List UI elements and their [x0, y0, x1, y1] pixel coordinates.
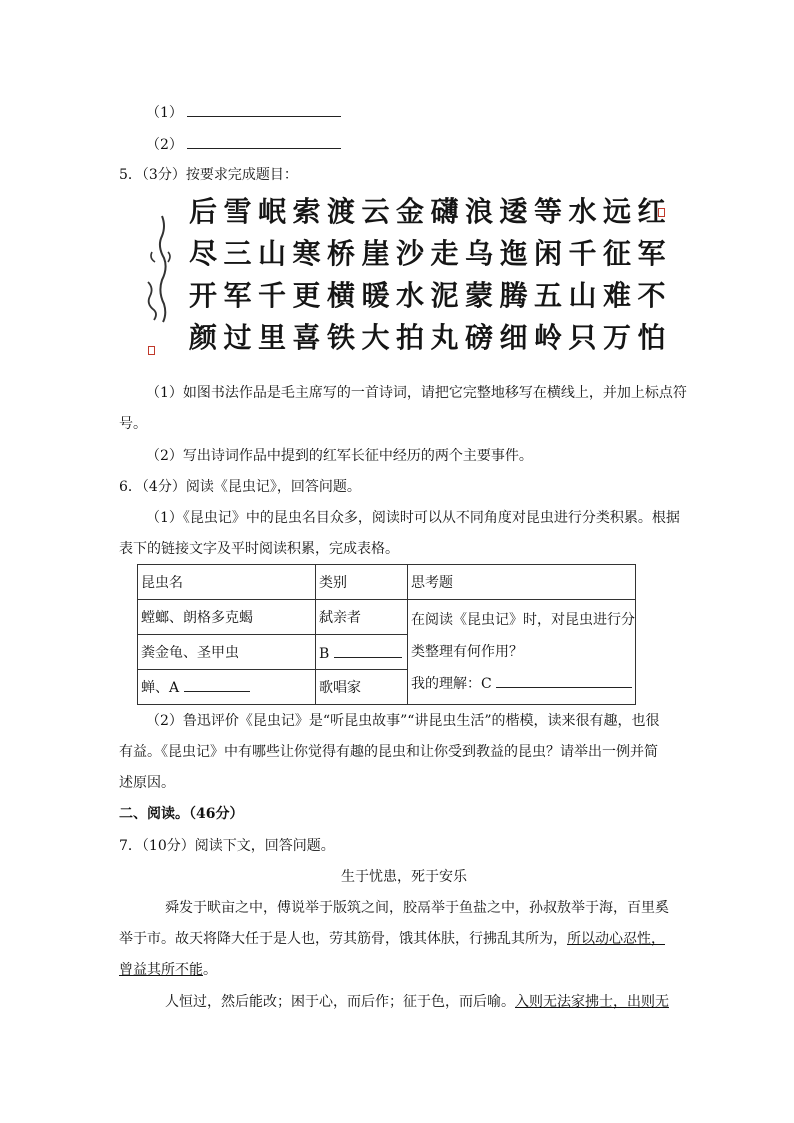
calligraphy-char: 不	[637, 279, 666, 312]
calligraphy-char: 山	[257, 237, 286, 270]
passage-p1-l2-text: 举于市。故天将降大任于是人也，劳其筋骨，饿其体肤，行拂乱其所为，	[119, 931, 567, 947]
calligraphy-char: 征	[602, 237, 631, 270]
calligraphy-char: 颜	[188, 321, 217, 354]
answer-blank-a[interactable]	[184, 677, 250, 692]
calligraphy-char: 红	[637, 195, 666, 228]
calligraphy-char: 泥	[430, 279, 459, 312]
q5-sub1: （1）如图书法作品是毛主席写的一首诗词，请把它完整地移写在横线上，并加上标点符	[146, 385, 687, 401]
answer-blank-b[interactable]	[334, 643, 402, 658]
seal-mark-left	[148, 346, 155, 355]
underlined-phrase-1-cont: 曾益其所不能	[119, 962, 203, 978]
underlined-phrase-1: 所以动心忍性，	[567, 931, 665, 947]
thinking-answer-label: 我的理解：C	[411, 676, 492, 692]
header-insect-name: 昆虫名	[138, 565, 316, 600]
thinking-line-1: 在阅读《昆虫记》时，对昆虫进行分	[411, 612, 635, 628]
row1-insect: 螳螂、朗格多克蝎	[138, 600, 316, 635]
calligraphy-char: 蒙	[464, 279, 493, 312]
calligraphy-char: 喜	[292, 321, 321, 354]
calligraphy-char: 岭	[533, 321, 562, 354]
section-2-heading: 二、阅读。（46分）	[119, 806, 244, 822]
answer-blank-c[interactable]	[496, 673, 632, 688]
calligraphy-char: 五	[533, 279, 562, 312]
calligraphy-char: 难	[602, 279, 631, 312]
calligraphy-char: 铁	[326, 321, 355, 354]
table-header-row	[138, 565, 636, 600]
calligraphy-char: 逶	[499, 195, 528, 228]
calligraphy-char: 尽	[188, 237, 217, 270]
calligraphy-char: 只	[568, 321, 597, 354]
calligraphy-char: 云	[361, 195, 390, 228]
calligraphy-char: 远	[602, 195, 631, 228]
underlined-phrase-2: 入则无法家拂士，出则无	[515, 994, 669, 1010]
calligraphy-char: 里	[257, 321, 286, 354]
calligraphy-char: 索	[292, 195, 321, 228]
q6-sub1-l2: 表下的链接文字及平时阅读积累，完成表格。	[119, 541, 399, 557]
row2-insect: 粪金龟、圣甲虫	[138, 635, 316, 670]
calligraphy-char: 千	[568, 237, 597, 270]
calligraphy-char: 腾	[499, 279, 528, 312]
calligraphy-char: 水	[568, 195, 597, 228]
calligraphy-char: 大	[361, 321, 390, 354]
q6-title: 6．（4分）阅读《昆虫记》，回答问题。	[119, 479, 361, 495]
calligraphy-char: 军	[637, 237, 666, 270]
calligraphy-char: 崖	[361, 237, 390, 270]
passage-p1-l1: 舜发于畎亩之中，傅说举于版筑之间，胶鬲举于鱼盐之中，孙叔敖举于海，百里奚	[165, 900, 669, 916]
signature-strokes	[138, 212, 178, 342]
calligraphy-char: 金	[395, 195, 424, 228]
calligraphy-char: 暖	[361, 279, 390, 312]
q6-sub1-l1: （1）《昆虫记》中的昆虫名目众多，阅读时可以从不同角度对昆虫进行分类积累。根据	[146, 510, 680, 526]
q4-blank-1	[146, 102, 341, 123]
row2-category-label: B	[319, 645, 330, 662]
q6-sub2-l2: 有益。《昆虫记》中有哪些让你觉得有趣的昆虫和让你受到教益的昆虫？请举出一例并简	[119, 744, 658, 760]
calligraphy-char: 拍	[395, 321, 424, 354]
calligraphy-char: 沙	[395, 237, 424, 270]
calligraphy-char: 水	[395, 279, 424, 312]
calligraphy-artwork	[138, 188, 668, 368]
calligraphy-char: 细	[499, 321, 528, 354]
passage-p2-text: 人恒过，然后能改；困于心，而后作；征于色，而后喻。	[165, 994, 515, 1010]
passage-p1-end: 。	[203, 962, 217, 978]
calligraphy-char: 迤	[499, 237, 528, 270]
passage-p1-l2	[119, 929, 665, 949]
header-thinking: 思考题	[408, 565, 636, 600]
row2-category-cell	[316, 635, 408, 670]
calligraphy-char: 山	[568, 279, 597, 312]
calligraphy-char: 礴	[430, 195, 459, 228]
calligraphy-char: 渡	[326, 195, 355, 228]
q4-blank-2	[146, 134, 341, 155]
calligraphy-char: 雪	[223, 195, 252, 228]
calligraphy-char: 军	[223, 279, 252, 312]
calligraphy-grid	[180, 188, 668, 368]
calligraphy-char: 浪	[464, 195, 493, 228]
calligraphy-char: 三	[223, 237, 252, 270]
calligraphy-char: 横	[326, 279, 355, 312]
q4-answer-line-1[interactable]	[187, 102, 341, 117]
row1-category: 弑亲者	[316, 600, 408, 635]
row3-insect-label: 蝉、A	[141, 680, 180, 696]
calligraphy-char: 闲	[533, 237, 562, 270]
row3-category: 歌唱家	[316, 670, 408, 705]
thinking-line-2: 类整理有何作用？	[411, 644, 523, 660]
calligraphy-char: 磅	[464, 321, 493, 354]
q7-title: 7．（10分）阅读下文，回答问题。	[119, 838, 335, 854]
calligraphy-char: 过	[223, 321, 252, 354]
calligraphy-char: 岷	[257, 195, 286, 228]
q4-blank-2-label: （2）	[146, 137, 183, 153]
calligraphy-char: 后	[188, 195, 217, 228]
row3-insect-cell	[138, 670, 316, 705]
calligraphy-char: 开	[188, 279, 217, 312]
thinking-cell	[408, 600, 636, 705]
q6-sub2-l3: 述原因。	[119, 775, 175, 791]
calligraphy-char: 寒	[292, 237, 321, 270]
q6-sub2-l1: （2）鲁迅评价《昆虫记》是“听昆虫故事”“讲昆虫生活”的楷模，读来很有趣，也很	[146, 713, 660, 729]
calligraphy-char: 万	[602, 321, 631, 354]
q5-sub2: （2）写出诗词作品中提到的红军长征中经历的两个主要事件。	[146, 448, 533, 464]
passage-title: 生于忧患，死于安乐	[341, 869, 467, 885]
calligraphy-char: 等	[533, 195, 562, 228]
calligraphy-char: 走	[430, 237, 459, 270]
q5-sub1-cont: 号。	[119, 416, 147, 432]
q4-blank-1-label: （1）	[146, 105, 183, 121]
calligraphy-char: 乌	[464, 237, 493, 270]
q5-title: 5．（3分）按要求完成题目：	[119, 167, 298, 183]
table-row	[138, 600, 636, 635]
passage-p1-l3	[119, 960, 217, 980]
calligraphy-signature	[138, 212, 178, 342]
header-category: 类别	[316, 565, 408, 600]
calligraphy-char: 怕	[637, 321, 666, 354]
thinking-line-3	[411, 668, 635, 700]
insect-table	[137, 564, 636, 705]
calligraphy-char: 千	[257, 279, 286, 312]
passage-p2	[165, 992, 669, 1012]
calligraphy-char: 桥	[326, 237, 355, 270]
q4-answer-line-2[interactable]	[187, 134, 341, 149]
calligraphy-char: 丸	[430, 321, 459, 354]
calligraphy-char: 更	[292, 279, 321, 312]
